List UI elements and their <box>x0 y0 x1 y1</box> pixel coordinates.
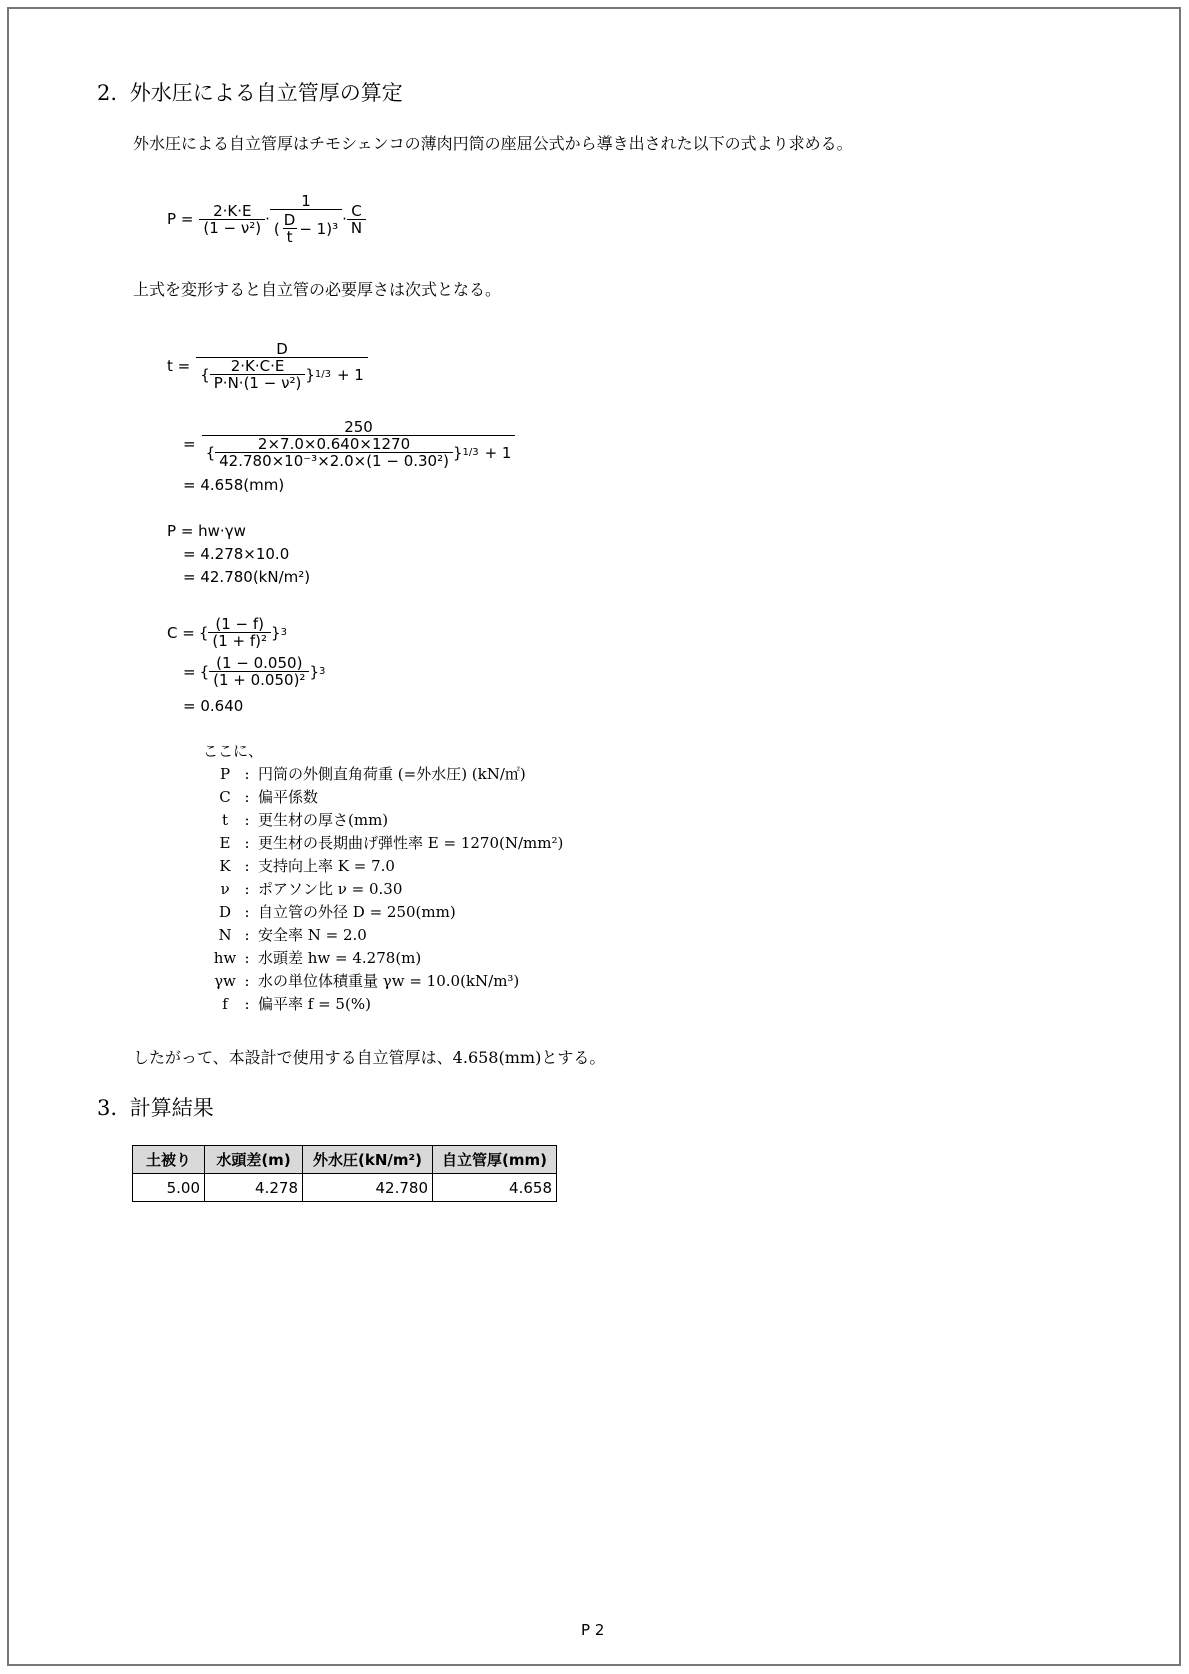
p-calc-line-2: = 4.278×10.0 <box>183 545 290 563</box>
definition-colon: : <box>244 880 250 898</box>
definition-description: 偏平率 f = 5(%) <box>258 995 371 1013</box>
formula-p <box>167 193 366 245</box>
definition-symbol: t <box>221 811 229 829</box>
formula-p-inner-numerator: D <box>283 211 296 229</box>
formula-t-exponent: 1/3 <box>314 368 331 380</box>
header-head-difference: 水頭差(m) <box>205 1146 303 1174</box>
formula-c-substituted <box>183 655 325 688</box>
cell-cover-depth: 5.00 <box>133 1174 205 1202</box>
definition-description: ポアソン比 ν = 0.30 <box>258 880 403 898</box>
definition-colon: : <box>244 926 250 944</box>
results-table <box>132 1145 557 1202</box>
definition-item <box>210 901 563 924</box>
formula-t-sub-bracket-open: { <box>205 443 216 462</box>
definition-colon: : <box>244 834 250 852</box>
formula-t-inner-denominator: P·N·(1 − ν²) <box>210 374 306 391</box>
cell-external-pressure: 42.780 <box>303 1174 433 1202</box>
section-2-title: 外水圧による自立管厚の算定 <box>129 81 403 105</box>
definition-symbol: D <box>218 903 232 921</box>
intro-paragraph: 外水圧による自立管厚はチモシェンコの薄肉円筒の座屈公式から導き出された以下の式より求める。 <box>133 134 853 153</box>
definition-symbol: E <box>219 834 231 852</box>
definition-colon: : <box>244 972 250 990</box>
formula-t-plus-one: + 1 <box>336 365 364 384</box>
header-external-pressure: 外水圧(kN/m²) <box>303 1146 433 1174</box>
definition-description: 支持向上率 K = 7.0 <box>258 857 395 875</box>
p-calc-line-3: = 42.780(kN/m²) <box>183 568 311 586</box>
formula-t-sub-exponent: 1/3 <box>462 446 479 458</box>
formula-c-lhs: C = <box>167 623 195 642</box>
definition-colon: : <box>244 857 250 875</box>
definition-item <box>210 993 563 1016</box>
results-table-row <box>133 1174 557 1202</box>
definition-description: 更生材の厚さ(mm) <box>258 811 389 829</box>
formula-c-fraction <box>208 616 271 649</box>
definition-item <box>210 786 563 809</box>
formula-c-denominator: (1 + f)² <box>208 632 271 649</box>
formula-p-dot-1: · <box>265 210 270 228</box>
formula-c-sub-eq: = <box>183 662 196 681</box>
formula-t <box>167 341 368 391</box>
definition-colon: : <box>244 788 250 806</box>
formula-t-numerator: D <box>276 340 288 358</box>
formula-c-bracket-close: } <box>271 623 281 642</box>
formula-c-sub-bracket-close: } <box>309 662 319 681</box>
formula-t-bracket-open: { <box>200 365 210 384</box>
definition-colon: : <box>244 765 250 783</box>
formula-t-sub-eq: = <box>183 435 196 453</box>
formula-c-sub-exponent: 3 <box>318 666 326 677</box>
section-3-number: 3. <box>97 1096 118 1120</box>
formula-c-sub-denominator: (1 + 0.050)² <box>209 671 309 688</box>
formula-t-sub-bracket-close: } <box>452 443 463 462</box>
definition-colon: : <box>244 811 250 829</box>
section-3-title: 計算結果 <box>129 1096 214 1120</box>
formula-p-f2-numerator: 1 <box>301 192 311 210</box>
definition-symbol: C <box>219 788 231 806</box>
definition-description: 自立管の外径 D = 250(mm) <box>258 903 456 921</box>
definition-description: 水頭差 hw = 4.278(m) <box>258 949 422 967</box>
formula-t-fraction <box>196 341 368 391</box>
formula-t-sub-inner-fraction <box>215 436 453 469</box>
formula-t-sub-denominator <box>202 435 516 469</box>
where-label: ここに、 <box>203 742 264 760</box>
formula-p-f2-close: − 1)³ <box>299 219 339 238</box>
formula-p-f2-denominator <box>270 209 342 245</box>
definition-colon: : <box>244 949 250 967</box>
formula-c-sub-numerator: (1 − 0.050) <box>216 654 303 672</box>
definition-symbol: γw <box>214 972 236 990</box>
definition-item <box>210 832 563 855</box>
definition-description: 円筒の外側直角荷重 (=外水圧) (kN/㎡) <box>258 765 526 783</box>
definition-list <box>210 763 563 1016</box>
page-number: P 2 <box>581 1621 605 1639</box>
definition-description: 更生材の長期曲げ弾性率 E = 1270(N/mm²) <box>258 834 564 852</box>
t-result: = 4.658(mm) <box>183 476 285 494</box>
p-calc-line-1: P = hw·γw <box>167 522 246 540</box>
formula-p-inner-denominator: t <box>283 228 297 245</box>
definition-symbol: hw <box>213 949 237 967</box>
definition-description: 安全率 N = 2.0 <box>258 926 367 944</box>
formula-t-bracket-close: } <box>305 365 315 384</box>
formula-p-f1-denominator: (1 − ν²) <box>199 219 265 236</box>
definition-item <box>210 809 563 832</box>
definition-symbol: K <box>219 857 231 875</box>
definition-description: 水の単位体積重量 γw = 10.0(kN/m³) <box>258 972 520 990</box>
definition-description: 偏平係数 <box>258 788 319 806</box>
formula-t-sub-fraction <box>202 419 516 469</box>
definition-symbol: ν <box>220 880 230 898</box>
header-pipe-thickness: 自立管厚(mm) <box>433 1146 557 1174</box>
section-3-heading <box>97 1092 214 1122</box>
formula-t-sub-numerator: 250 <box>344 418 373 436</box>
formula-p-f1-numerator: 2·K·E <box>213 201 252 220</box>
definitions-block <box>203 740 563 1016</box>
c-result: = 0.640 <box>183 697 244 715</box>
definition-item <box>210 947 563 970</box>
formula-t-substituted <box>183 419 515 469</box>
cell-pipe-thickness: 4.658 <box>433 1174 557 1202</box>
formula-p-fraction-3 <box>347 203 366 236</box>
formula-p-dot-2: · <box>342 210 347 228</box>
definition-symbol: f <box>222 995 228 1013</box>
formula-t-inner-fraction <box>210 358 306 391</box>
formula-p-inner-fraction <box>280 212 300 245</box>
formula-p-lhs: P = <box>167 210 194 228</box>
page-border <box>7 7 1181 1666</box>
formula-p-f2-open: ( <box>273 219 280 238</box>
definition-item <box>210 970 563 993</box>
definition-colon: : <box>244 995 250 1013</box>
definition-colon: : <box>244 903 250 921</box>
cell-head-difference: 4.278 <box>205 1174 303 1202</box>
formula-t-lhs: t = <box>167 357 191 375</box>
definition-item <box>210 763 563 786</box>
definition-symbol: N <box>218 926 232 944</box>
formula-c <box>167 616 287 649</box>
header-cover-depth: 土被り <box>133 1146 205 1174</box>
definition-item <box>210 924 563 947</box>
formula-c-sub-bracket-open: { <box>199 662 210 681</box>
formula-c-numerator: (1 − f) <box>215 615 264 633</box>
formula-p-fraction-2 <box>270 193 342 245</box>
definition-symbol: P <box>219 765 231 783</box>
formula-t-inner-numerator: 2·K·C·E <box>230 357 285 375</box>
section-2-heading <box>97 77 403 107</box>
formula-t-sub-inner-denominator: 42.780×10⁻³×2.0×(1 − 0.30²) <box>215 452 453 469</box>
formula-c-sub-fraction <box>209 655 309 688</box>
formula-t-sub-inner-numerator: 2×7.0×0.640×1270 <box>257 435 411 453</box>
transform-paragraph: 上式を変形すると自立管の必要厚さは次式となる。 <box>133 280 502 299</box>
definition-item <box>210 878 563 901</box>
formula-p-f3-numerator: C <box>351 201 362 220</box>
conclusion-paragraph: したがって、本設計で使用する自立管厚は、4.658(mm)とする。 <box>133 1048 606 1067</box>
formula-c-exponent: 3 <box>280 627 287 638</box>
results-table-header-row <box>133 1146 557 1174</box>
formula-t-sub-plus-one: + 1 <box>484 443 512 462</box>
formula-p-fraction-1 <box>199 203 265 236</box>
formula-c-bracket-open: { <box>198 623 209 642</box>
formula-p-f3-denominator: N <box>347 219 366 236</box>
section-2-number: 2. <box>97 81 118 105</box>
definition-item <box>210 855 563 878</box>
formula-t-denominator <box>196 357 368 391</box>
